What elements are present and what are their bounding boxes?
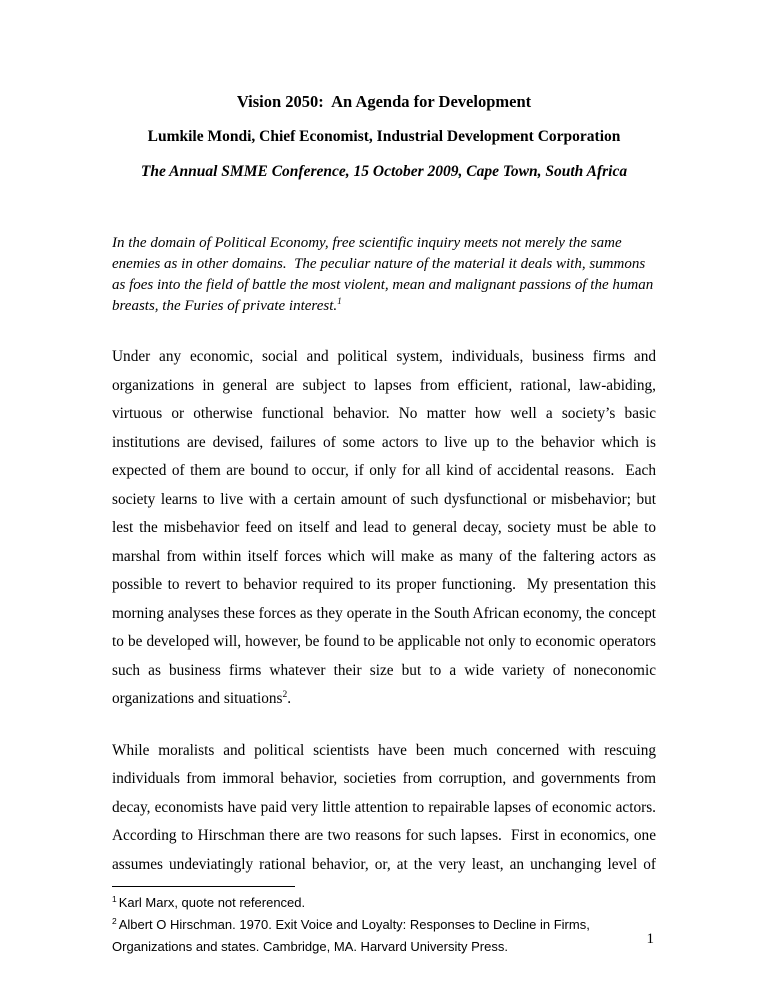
epigraph-text: In the domain of Political Economy, free scientific inquiry meets not merely the same enemies as in other domains. The peculiar nature of the material it deals with, summons as foes into the field of battle the most violent, mean and malignant passions of the human breasts, the Furies of private interest.: [112, 235, 657, 314]
body-paragraph-1: [112, 343, 660, 714]
footnote-ref-2: 2: [282, 689, 288, 700]
body-paragraph-1-text: Under any economic, social and political system, individuals, business firms and organizations in general are subject to lapses from efficient, rational, law-abiding, virtuous or otherwise functional behavior. No matter how well a society’s basic institutions are devised, failures of some actors to live up to the behavior which is expected of them are bound to occur, if only for all kind of accidental reasons. Each society learns to live with a certain amount of such dysfunctional or misbehavior; but lest the misbehavior feed on itself and lead to general decay, society must be able to marshal from within itself forces which will make as many of the faltering actors as possible to revert to behavior required to its proper functioning. My presentation this morning analyses these forces as they operate in the South African economy, the concept to be developed will, however, be found to be applicable not only to economic operators such as business firms whatever their size but to a wide variety of noneconomic organizations and situations: [112, 348, 660, 707]
footnote-1-marker: 1: [112, 893, 117, 904]
body-paragraph-2: [112, 737, 660, 880]
page-number: 1: [646, 931, 654, 947]
footnote-separator-rule: [112, 886, 295, 887]
document-title: Vision 2050: An Agenda for Development: [236, 92, 532, 111]
author-line: Lumkile Mondi, Chief Economist, Industrial Development Corporation: [147, 128, 621, 145]
footnote-1: [112, 892, 656, 914]
conference-line: The Annual SMME Conference, 15 October 2009, Cape Town, South Africa: [140, 163, 628, 180]
epigraph-quote: [112, 233, 656, 317]
footnote-2-marker: 2: [112, 915, 117, 926]
footnote-2-text: Albert O Hirschman. 1970. Exit Voice and Loyalty: Responses to Decline in Firms, Organizations and states. Cambridge, MA. Harvard University Press.: [112, 917, 590, 954]
footnotes-section: [112, 892, 656, 958]
footnote-ref-1: 1: [337, 297, 342, 307]
body-paragraph-1-period: .: [287, 690, 292, 707]
footnote-2: [112, 914, 656, 958]
body-paragraph-2-text: While moralists and political scientists have been much concerned with rescuing individuals from immoral behavior, societies from corruption, and governments from decay, economists have paid very little attention to repairable lapses of economic actors. According to Hirschman there are two reasons for such lapses. First in economics, one assumes undeviatingly rational behavior, or, at the very least, an unchanging level of: [112, 741, 660, 873]
footnote-1-text: Karl Marx, quote not referenced.: [118, 895, 306, 910]
